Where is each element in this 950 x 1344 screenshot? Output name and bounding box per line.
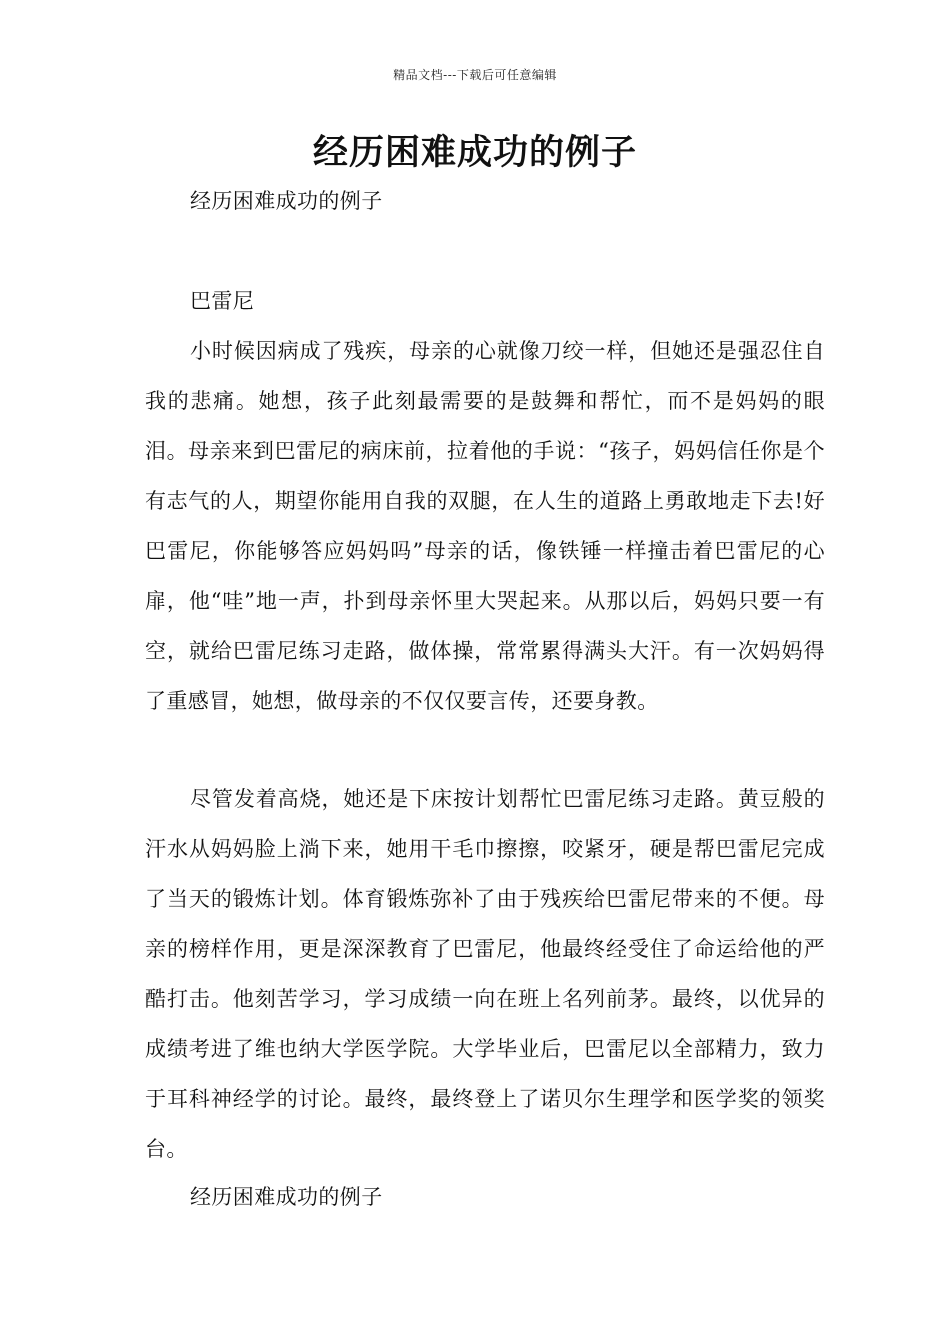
body-paragraph: 小时候因病成了残疾，母亲的心就像刀绞一样，但她还是强忍住自我的悲痛。她想，孩子此刻最需要的是鼓舞和帮忙，而不是妈妈的眼泪。母亲来到巴雷尼的病床前，拉着他的手说：“孩子，妈妈信任你是个有志气的人，期望你能用自我的双腿，在人生的道路上勇敢地走下去!好巴雷尼，你能够答应妈妈吗”母亲的话，像铁锤一样撞击着巴雷尼的心扉，他“哇”地一声，扑到母亲怀里大哭起来。从那以后，妈妈只要一有空，就给巴雷尼练习走路，做体操，常常累得满头大汗。有一次妈妈得了重感冒，她想，做母亲的不仅仅要言传，还要身教。 (145, 339, 825, 713)
document-subtitle: 经历困难成功的例子 (190, 189, 383, 213)
footer-heading: 经历困难成功的例子 (190, 1185, 383, 1209)
body-paragraph: 尽管发着高烧，她还是下床按计划帮忙巴雷尼练习走路。黄豆般的汗水从妈妈脸上淌下来，她用干毛巾擦擦，咬紧牙，硬是帮巴雷尼完成了当天的锻炼计划。体育锻炼弥补了由于残疾给巴雷尼带来的不便。母亲的榜样作用，更是深深教育了巴雷尼，他最终经受住了命运给他的严酷打击。他刻苦学习，学习成绩一向在班上名列前茅。最终，以优异的成绩考进了维也纳大学医学院。大学毕业后，巴雷尼以全部精力，致力于耳科神经学的讨论。最终，最终登上了诺贝尔生理学和医学奖的领奖台。 (145, 787, 825, 1161)
section-heading: 巴雷尼 (190, 289, 255, 313)
header-note: 精品文档---下载后可任意编辑 (393, 68, 557, 82)
document-title: 经历困难成功的例子 (312, 132, 637, 173)
